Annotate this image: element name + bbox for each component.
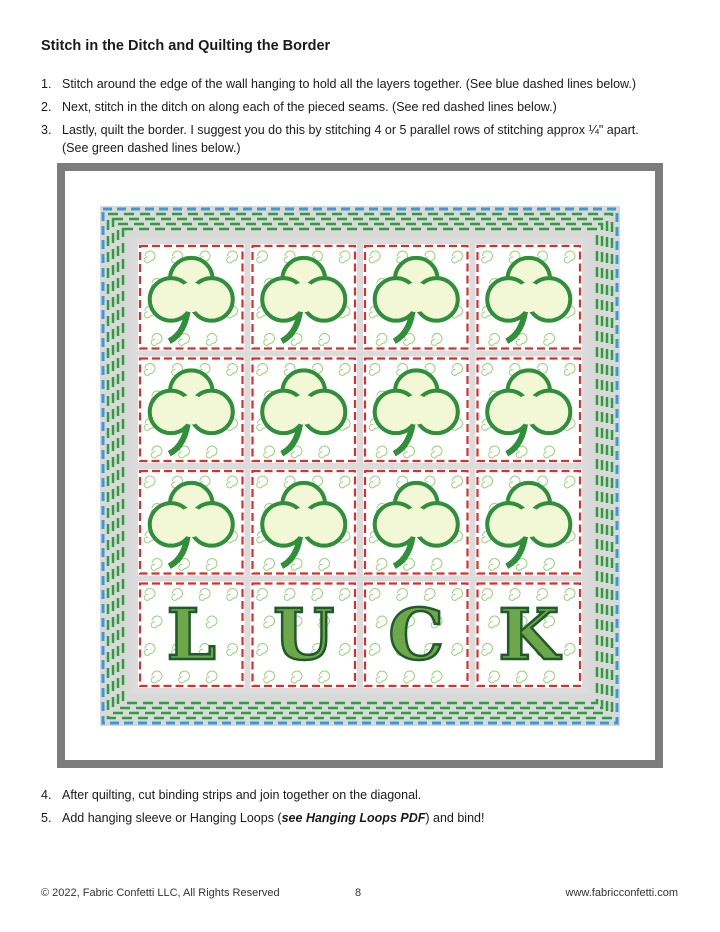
shamrock-block (363, 244, 470, 351)
footer-copyright: © 2022, Fabric Confetti LLC, All Rights Reserved (41, 887, 280, 899)
luck-letter: C (388, 592, 445, 676)
luck-letter: L (166, 592, 216, 676)
letter-block (138, 582, 245, 689)
shamrock-center (289, 282, 319, 312)
shamrock-center (176, 507, 206, 537)
shamrock-block (251, 469, 358, 576)
shamrock-center (289, 395, 319, 425)
step-number: 4. (41, 788, 52, 802)
shamrock-center (401, 395, 431, 425)
shamrock-block (138, 469, 245, 576)
quilt-illustration-frame (57, 163, 663, 768)
quilt-illustration (65, 171, 655, 760)
footer-page-number: 8 (355, 887, 362, 899)
shamrock-center (401, 282, 431, 312)
letter-block (251, 582, 358, 689)
instruction-step-3 (41, 121, 691, 157)
instruction-step-1 (41, 75, 691, 93)
shamrock-center (514, 507, 544, 537)
instruction-step-5 (41, 809, 691, 827)
shamrock-center (176, 282, 206, 312)
step-text: Stitch around the edge of the wall hanging to hold all the layers together. (See blue dashed lines below.) (62, 77, 636, 91)
shamrock-block (363, 469, 470, 576)
shamrock-center (401, 507, 431, 537)
letter-block (476, 582, 583, 689)
step-number: 5. (41, 811, 52, 825)
instruction-step-4 (41, 786, 691, 804)
step-text (62, 121, 639, 157)
shamrock-block (476, 469, 583, 576)
shamrock-block (251, 357, 358, 464)
shamrock-block (476, 357, 583, 464)
step-text (62, 809, 484, 827)
shamrock-center (176, 395, 206, 425)
step-text: After quilting, cut binding strips and join together on the diagonal. (62, 788, 422, 802)
shamrock-block (363, 357, 470, 464)
step-text-line1: Lastly, quilt the border. I suggest you do this by stitching 4 or 5 parallel rows of stitching approx ¼" apart. (62, 123, 639, 137)
letter-block (363, 582, 470, 689)
shamrock-block (138, 357, 245, 464)
luck-letter: K (498, 592, 560, 676)
step-number: 1. (41, 77, 52, 91)
quilt-diagram (65, 171, 655, 760)
shamrock-center (289, 507, 319, 537)
shamrock-center (514, 282, 544, 312)
shamrock-block (251, 244, 358, 351)
step-text: Next, stitch in the ditch on along each of the pieced seams. (See red dashed lines below.) (62, 100, 557, 114)
hanging-loops-pdf-reference: see Hanging Loops PDF (281, 811, 426, 825)
shamrock-block (476, 244, 583, 351)
step-text-pre: Add hanging sleeve or Hanging Loops ( (62, 811, 282, 825)
step-text-line2: (See green dashed lines below.) (62, 141, 241, 155)
instruction-list-top (41, 75, 691, 162)
step-number: 2. (41, 100, 52, 114)
luck-letter: U (273, 592, 335, 676)
instruction-step-2 (41, 98, 691, 116)
shamrock-block (138, 244, 245, 351)
step-number: 3. (41, 123, 52, 137)
instruction-list-bottom (41, 786, 691, 832)
footer-website: www.fabricconfetti.com (565, 887, 678, 899)
section-heading: Stitch in the Ditch and Quilting the Border (41, 38, 331, 54)
shamrock-center (514, 395, 544, 425)
step-text-post: ) and bind! (425, 811, 485, 825)
